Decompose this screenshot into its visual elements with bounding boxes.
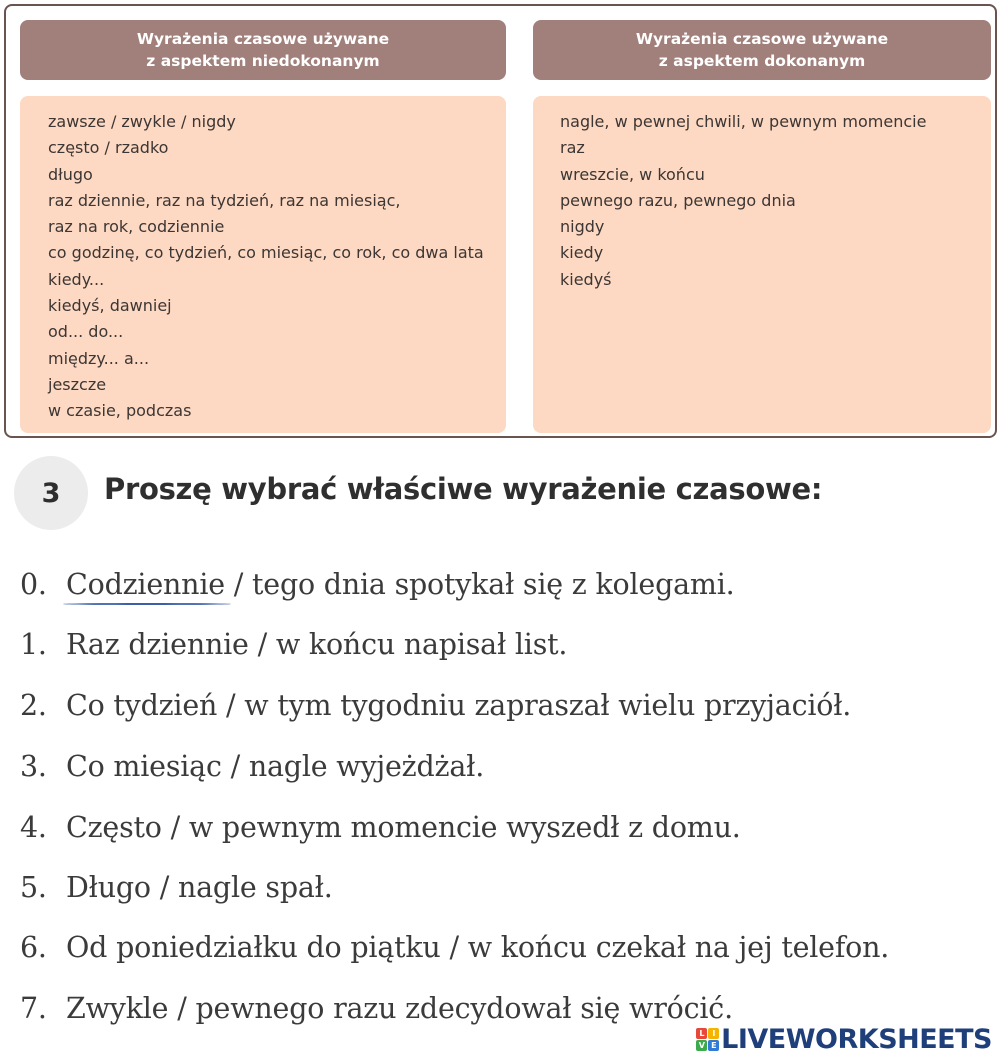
- list-item: wreszcie, w końcu: [560, 164, 705, 184]
- sentence-rest[interactable]: / w tym tygodniu zapraszał wielu przyjaciół.: [217, 689, 852, 722]
- imperfective-header: [20, 20, 506, 80]
- list-item: między... a...: [48, 348, 150, 368]
- exercise-title: Proszę wybrać właściwe wyrażenie czasowe:: [104, 472, 823, 506]
- list-item: zawsze / zwykle / nigdy: [48, 112, 236, 131]
- option-a[interactable]: Raz dziennie: [66, 628, 249, 661]
- list-item: raz na rok, codziennie: [48, 217, 225, 237]
- imperfective-header-line-2: z aspektem niedokonanym: [146, 52, 380, 70]
- logo-letter: E: [708, 1040, 719, 1051]
- exercise-number-badge: 3: [14, 456, 88, 530]
- list-item: jeszcze: [48, 374, 107, 394]
- list-item: kiedy: [560, 243, 604, 263]
- sentence-4: [20, 806, 741, 850]
- sentence-1: [20, 623, 567, 667]
- sentence-5: [20, 866, 333, 910]
- sentence-rest[interactable]: / w końcu napisał list.: [248, 628, 568, 661]
- sentence-number: 5.: [20, 871, 47, 904]
- sentence-rest[interactable]: / tego dnia spotykał się z kolegami.: [224, 568, 735, 601]
- option-a[interactable]: Od poniedziałku do piątku: [66, 931, 441, 964]
- list-item: w czasie, podczas: [48, 401, 192, 421]
- logo-letter: V: [696, 1040, 707, 1051]
- list-item: nagle, w pewnej chwili, w pewnym momencie: [560, 112, 927, 131]
- list-item: nigdy: [560, 217, 605, 237]
- sentence-7: [20, 987, 733, 1031]
- sentence-0: [20, 563, 735, 607]
- list-item: raz dziennie, raz na tydzień, raz na miesiąc,: [48, 190, 401, 210]
- sentence-rest[interactable]: / nagle spał.: [150, 871, 333, 904]
- option-a[interactable]: Co miesiąc: [66, 750, 222, 783]
- perfective-header-line-2: z aspektem dokonanym: [658, 52, 866, 70]
- list-item: od... do...: [48, 322, 124, 342]
- list-item: raz: [560, 138, 585, 158]
- sentence-6: [20, 926, 889, 970]
- sentence-number: 2.: [20, 689, 47, 722]
- sentence-rest[interactable]: / w pewnym momencie wyszedł z domu.: [161, 811, 741, 844]
- sentence-rest[interactable]: / w końcu czekał na jej telefon.: [440, 931, 890, 964]
- expressions-table: [4, 4, 997, 438]
- sentence-3: [20, 745, 484, 789]
- logo-letter: I: [708, 1028, 719, 1039]
- watermark-text: LIVEWORKSHEETS: [721, 1023, 992, 1055]
- list-item: kiedyś: [560, 269, 612, 289]
- perfective-header-line-1: Wyrażenia czasowe używane: [635, 30, 889, 48]
- list-item: często / rzadko: [48, 138, 169, 158]
- sentence-rest[interactable]: / nagle wyjeżdżał.: [221, 750, 485, 783]
- imperfective-header-line-1: Wyrażenia czasowe używane: [136, 30, 390, 48]
- liveworksheets-watermark: [696, 1024, 992, 1054]
- liveworksheets-logo-icon: [696, 1028, 719, 1051]
- option-a[interactable]: Często: [66, 811, 162, 844]
- sentence-number: 4.: [20, 811, 47, 844]
- perfective-list: [533, 96, 991, 433]
- option-a[interactable]: Co tydzień: [66, 689, 218, 722]
- list-item: kiedyś, dawniej: [48, 296, 172, 316]
- sentence-number: 6.: [20, 931, 47, 964]
- perfective-header: [533, 20, 991, 80]
- option-a[interactable]: Zwykle: [66, 992, 169, 1025]
- list-item: kiedy...: [48, 269, 105, 289]
- sentence-number: 3.: [20, 750, 47, 783]
- logo-letter: L: [696, 1028, 707, 1039]
- sentence-number: 7.: [20, 992, 47, 1025]
- sentence-rest[interactable]: / pewnego razu zdecydował się wrócić.: [168, 992, 733, 1025]
- sentence-number: 0.: [20, 568, 47, 601]
- sentence-number: 1.: [20, 628, 47, 661]
- option-a[interactable]: Długo: [66, 871, 151, 904]
- imperfective-list: [20, 96, 506, 433]
- option-a-selected[interactable]: Codziennie: [66, 563, 225, 607]
- list-item: pewnego razu, pewnego dnia: [560, 190, 796, 210]
- list-item: długo: [48, 164, 93, 184]
- list-item: co godzinę, co tydzień, co miesiąc, co rok, co dwa lata: [48, 243, 484, 263]
- sentence-2: [20, 684, 851, 728]
